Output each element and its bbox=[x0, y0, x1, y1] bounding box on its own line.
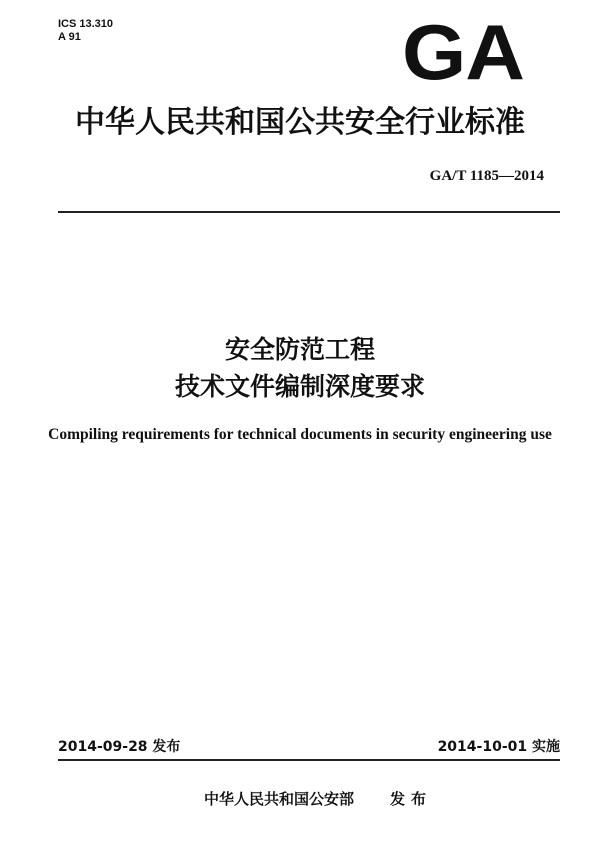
issue-label: 发布 bbox=[390, 790, 433, 808]
document-title-english: Compiling requirements for technical documents in security engineering use bbox=[48, 426, 552, 443]
document-title-line-2: 技术文件编制深度要求 bbox=[174, 372, 425, 401]
standard-number: GA/T 1185—2014 bbox=[429, 168, 544, 184]
issuing-authority: 中华人民共和国公安部 bbox=[204, 790, 355, 808]
issue-date: 2014-09-28 发布 bbox=[58, 739, 181, 755]
ga-logo: GA bbox=[402, 8, 524, 96]
ics-code: ICS 13.310 bbox=[58, 18, 114, 30]
footer-divider bbox=[58, 759, 560, 761]
header-divider bbox=[58, 211, 560, 213]
document-title-line-1: 安全防范工程 bbox=[224, 335, 375, 364]
implementation-date: 2014-10-01 实施 bbox=[437, 739, 560, 755]
standard-category-title: 中华人民共和国公共安全行业标准 bbox=[75, 105, 525, 140]
ccs-code: A 91 bbox=[58, 31, 81, 43]
